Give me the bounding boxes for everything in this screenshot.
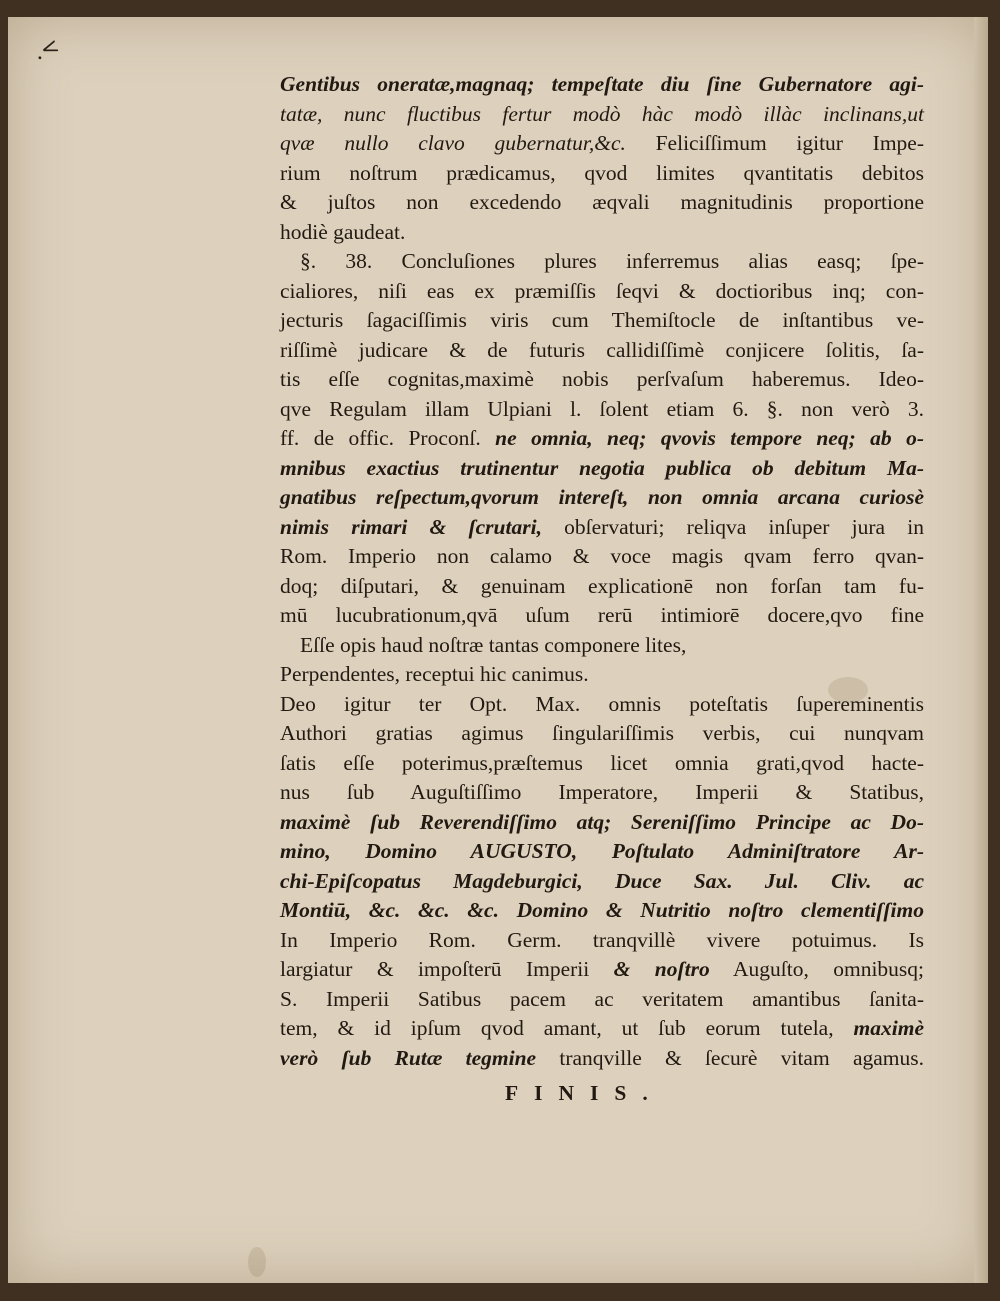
text-line: [280, 188, 924, 218]
page-edge: [974, 17, 988, 1283]
text-line: [280, 749, 924, 779]
text-segment: qve Regulam illam Ulpiani l. ſolent etiam 6. §. non verò 3.: [280, 396, 924, 421]
text-line: [280, 867, 924, 897]
text-line: [280, 985, 924, 1015]
text-segment: gnatibus reſpectum,qvorum intereſt, non omnia arcana curiosè: [280, 485, 924, 509]
text-line: [280, 100, 924, 130]
text-segment: Authori gratias agimus ſingulariſſimis verbis, cui nunqvam: [280, 721, 924, 745]
text-segment: tranqville & ſecurè vitam agamus.: [536, 1045, 924, 1070]
text-segment: hodiè gaudeat.: [280, 219, 406, 244]
text-segment: & noſtro: [613, 957, 710, 981]
text-line: [280, 336, 924, 366]
text-lines: [280, 70, 924, 1073]
text-segment: Gentibus onerat: [280, 72, 435, 96]
text-segment: qvæ nullo clavo gubernatur,&c.: [280, 131, 626, 155]
text-segment: cialiores, niſi eas ex præmiſſis ſeqvi & doctioribus inq; con-: [280, 278, 924, 303]
text-line: [280, 719, 924, 749]
text-segment: verò ſub Rutæ tegmine: [280, 1045, 537, 1070]
text-segment: ff. de offic. Proconſ.: [280, 426, 496, 450]
text-line: [280, 601, 924, 631]
text-segment: mino, Domino AUGUSTO, Poſtulato Adminiſtratore Ar-: [280, 839, 924, 863]
text-segment: & juſtos non excedendo æqvali magnitudinis proportione: [280, 190, 924, 214]
text-segment: Feliciſſimum igitur Impe-: [625, 131, 924, 155]
text-line: [280, 1044, 924, 1074]
text-line: [280, 424, 924, 454]
text-line: [280, 277, 924, 307]
text-segment: æ,magnaq; tempeſtate diu ſine Gubernatore agi-: [434, 72, 924, 96]
text-segment: S. Imperii Satibus pacem ac veritatem amantibus ſanita-: [280, 986, 924, 1011]
text-line: [280, 660, 924, 690]
text-line: [280, 129, 924, 159]
text-segment: ſatis eſſe poterimus,præſtemus licet omnia grati,qvod hacte-: [280, 750, 924, 775]
text-line: [280, 1014, 924, 1044]
text-segment: nus ſub Auguſtiſſimo Imperatore, Imperii & Statibus,: [280, 780, 924, 804]
text-segment: Montiū, &c. &c. &c. Domino & Nutritio noſtro clementiſſimo: [280, 898, 924, 922]
text-segment: Deo igitur ter Opt. Max. omnis poteſtatis ſupereminentis: [280, 691, 924, 716]
text-segment: largiatur & impoſterū Imperii: [280, 957, 614, 981]
text-line: [280, 542, 924, 572]
text-line: [280, 955, 924, 985]
text-segment: maximè ſub Reverendiſſimo atq; Sereniſſimo Principe ac Do-: [280, 809, 924, 834]
text-line: [280, 837, 924, 867]
text-segment: In Imperio Rom. Germ. tranqvillè vivere potuimus. Is: [280, 927, 924, 952]
text-segment: maximè: [853, 1016, 924, 1040]
text-segment: obſervaturi; reliqva inſuper jura in: [541, 514, 924, 539]
text-segment: Auguſto, omnibusq;: [709, 957, 925, 981]
text-line: [280, 690, 924, 720]
text-segment: tem, & id ipſum qvod amant, ut ſub eorum tutela,: [280, 1016, 854, 1040]
text-segment: §. 38. Concluſiones plures inferremus alias easq; ſpe-: [300, 249, 924, 273]
text-line: [280, 70, 924, 100]
text-line: [280, 454, 924, 484]
text-line: [280, 218, 924, 248]
text-line: [280, 395, 924, 425]
finis-line: FINIS.: [505, 1081, 664, 1105]
text-segment: Rom. Imperio non calamo & voce magis qvam ferro qvan-: [280, 544, 924, 568]
text-segment: mū lucubrationum,qvā uſum rerū intimiorē docere,qvo fine: [280, 603, 924, 627]
text-line: [280, 808, 924, 838]
body-text: [280, 70, 924, 1109]
text-line: [280, 306, 924, 336]
text-line: [280, 513, 924, 543]
text-segment: rium noſtrum prædicamus, qvod limites qvantitatis debitos: [280, 160, 924, 185]
corner-mark: .<: [30, 33, 63, 66]
text-segment: tatæ, nunc fluctibus fertur modò hàc modò illàc inclinans,ut: [280, 101, 924, 126]
text-line: [280, 247, 924, 277]
text-line: [280, 896, 924, 926]
text-line: [280, 778, 924, 808]
text-segment: jecturis ſagaciſſimis viris cum Themiſtocle de inſtantibus ve-: [280, 308, 924, 332]
text-segment: riſſimè judicare & de futuris callidiſſimè conjicere ſolitis, ſa-: [280, 337, 924, 362]
text-line: [280, 365, 924, 395]
text-segment: nimis rimari & ſcrutari,: [280, 514, 542, 539]
text-line: [280, 572, 924, 602]
text-line: [280, 159, 924, 189]
paper-stain: [248, 1247, 266, 1277]
text-segment: chi-Epiſcopatus Magdeburgici, Duce Sax. Jul. Cliv. ac: [280, 868, 924, 893]
text-segment: doq; diſputari, & genuinam explicationē non forſan tam fu-: [280, 573, 924, 598]
text-segment: Eſſe opis haud noſtræ tantas componere lites,: [300, 632, 687, 657]
text-segment: Perpendentes, receptui hic canimus.: [280, 662, 589, 686]
text-segment: ne omnia, neq; qvovis tempore neq; ab o-: [495, 426, 924, 450]
text-segment: mnibus exactius trutinentur negotia publica ob debitum Ma-: [280, 455, 924, 480]
text-line: [280, 631, 924, 661]
text-line: [280, 926, 924, 956]
text-segment: tis eſſe cognitas,maximè nobis perſvaſum haberemus. Ideo-: [280, 367, 924, 391]
text-line: [280, 483, 924, 513]
